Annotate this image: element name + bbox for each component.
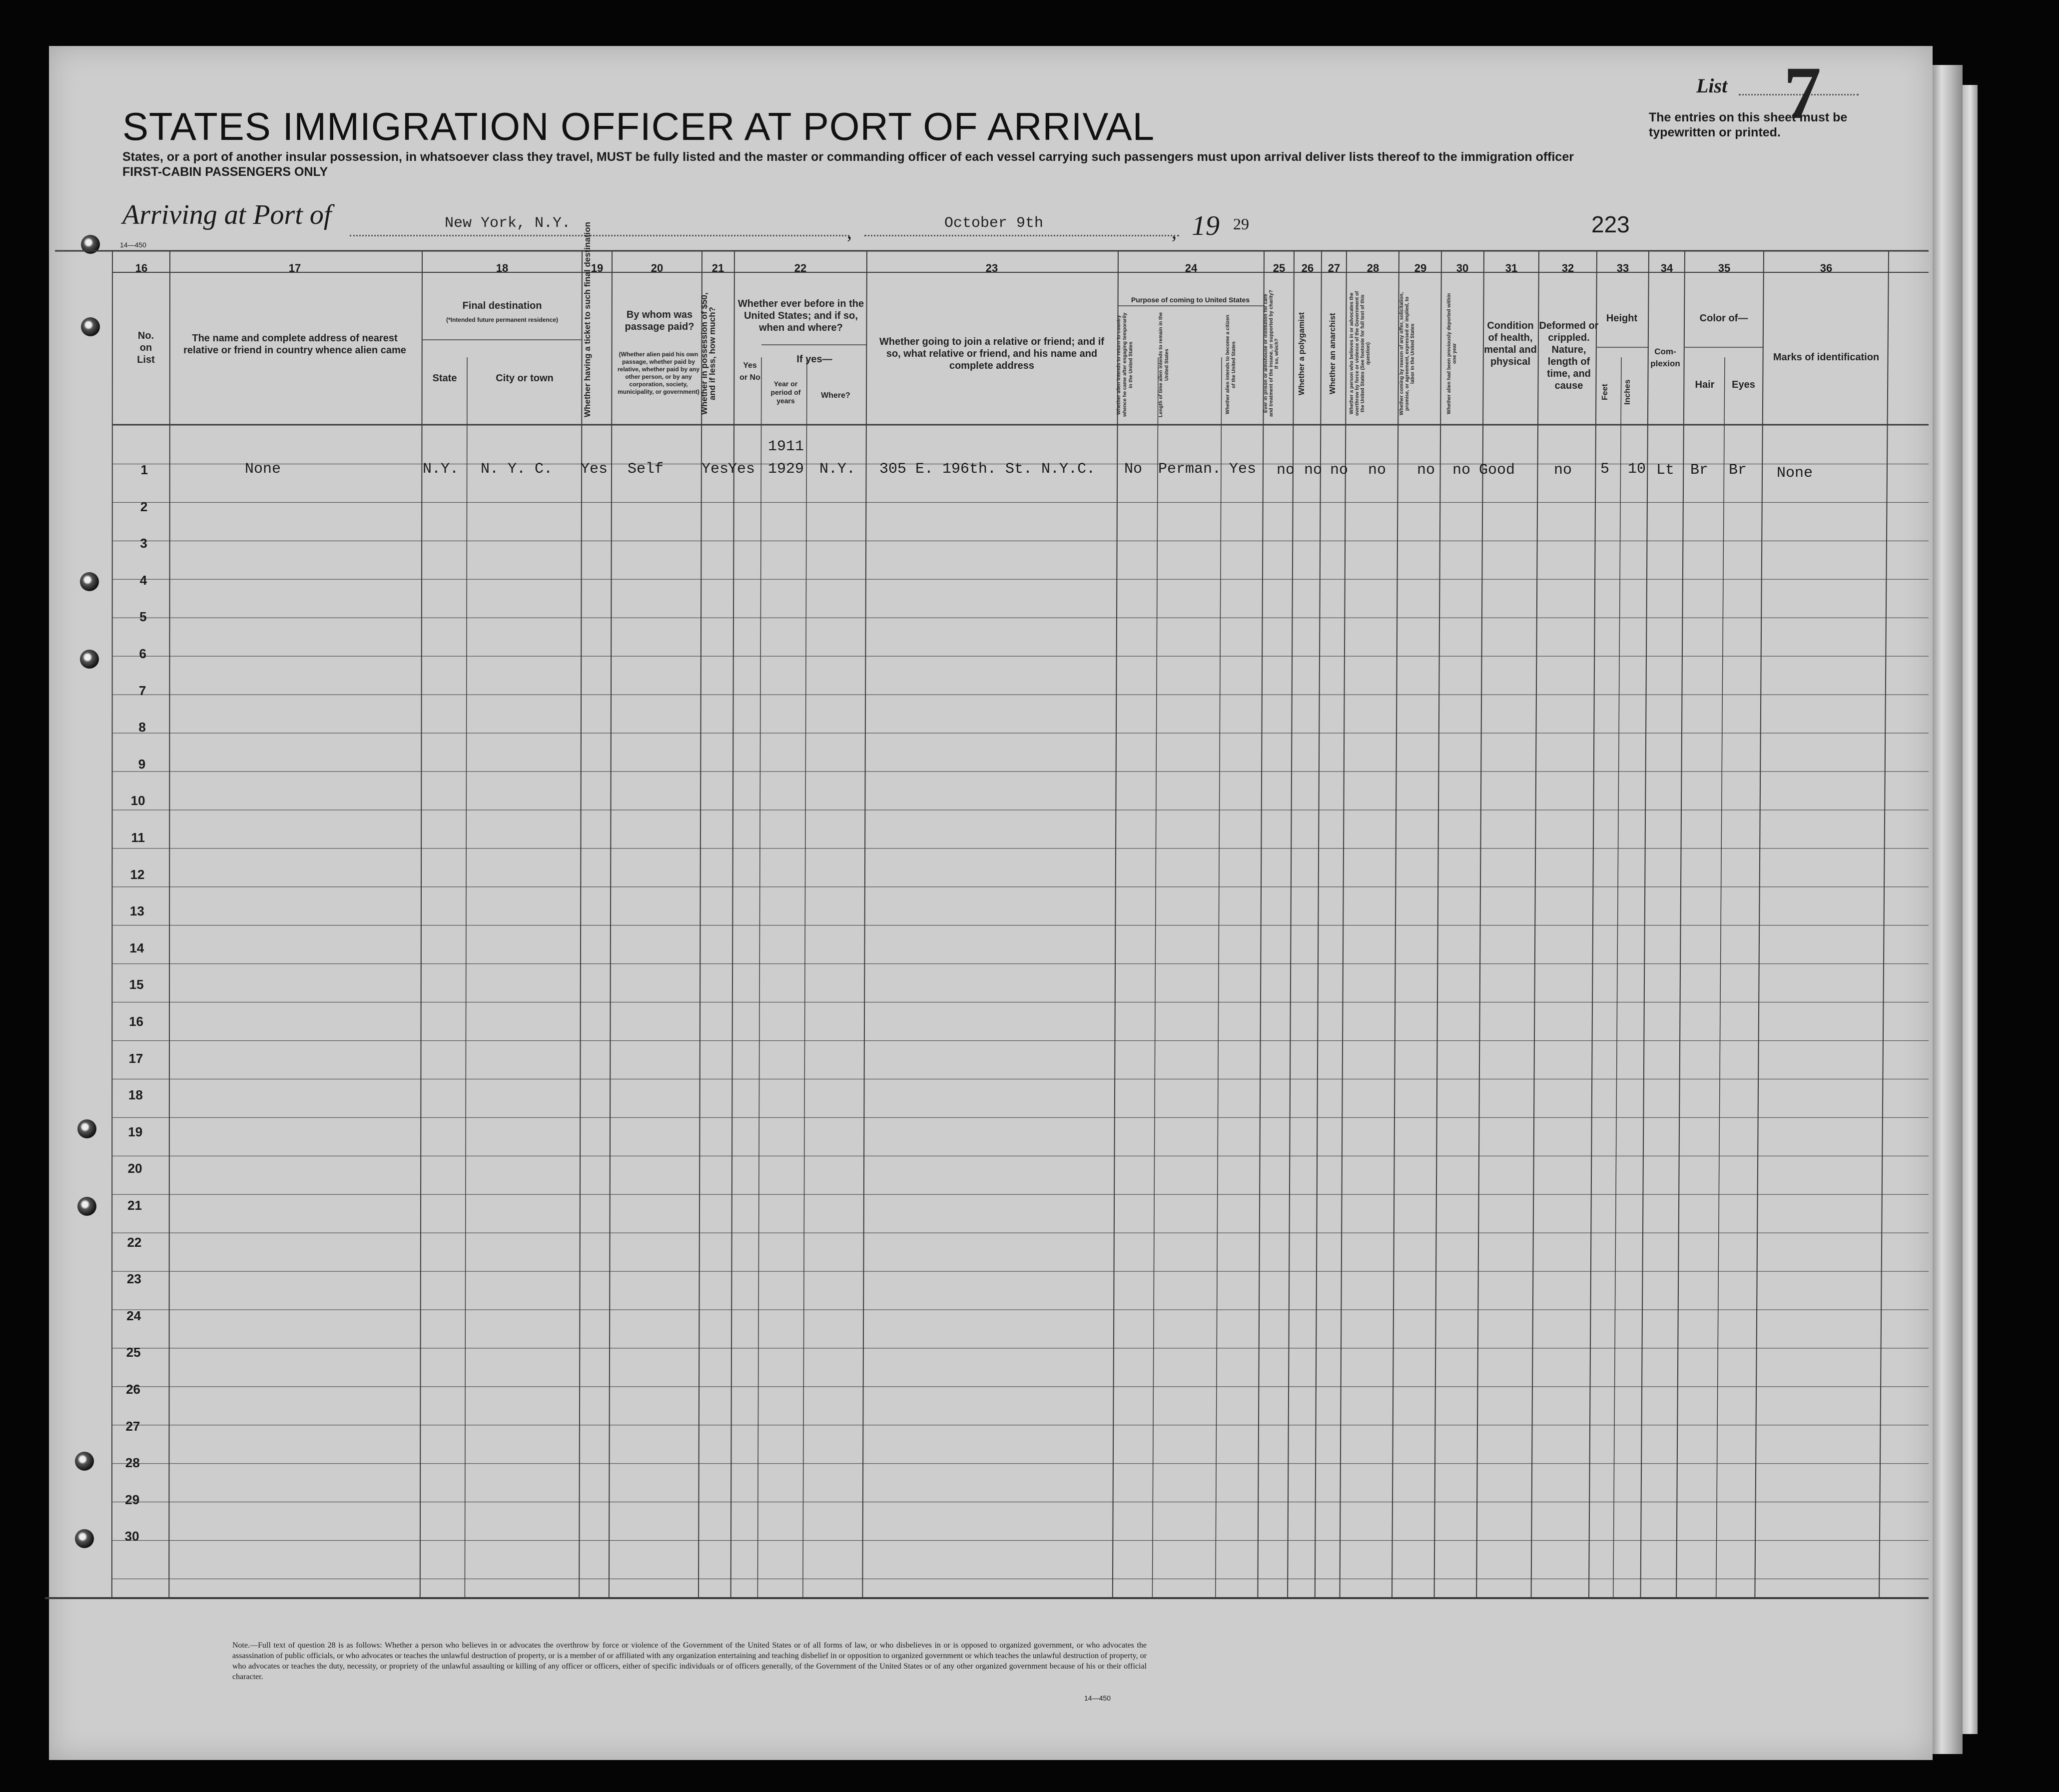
entry-nearest-relative: None bbox=[245, 461, 281, 478]
column-number: 33 bbox=[1616, 262, 1629, 274]
footnote-question-28: Note.—Full text of question 28 is as follows: Whether a person who believes in or advocates the overthrow by force or violence of the Government of the United States or of all forms of law, or who disbelieves in or is opposed to organized government, or who advocates the assassination of public officials, or who advocates or teaches the unlawful destruction of property, or is a member of or affiliated with any organization entertaining and teaching disbelief in or opposition to organized government or which teaches the unlawful destruction of property, or who advocates or teaches the duty, necessity, or propriety of the unlawful assaulting or killing of any officer or officers, either of specific individuals or of officers generally, of the Government of the United States or of any other organized government because of his or their official character. bbox=[232, 1641, 1147, 1681]
grid-line bbox=[1113, 251, 1118, 1598]
list-label: List bbox=[1696, 74, 1728, 97]
row-number: 10 bbox=[130, 793, 145, 809]
entry-polygamist: no bbox=[1304, 462, 1323, 479]
arriving-label: Arriving at Port of bbox=[122, 199, 332, 230]
grid-line bbox=[609, 251, 612, 1598]
hdr-complexion: Com-plexion bbox=[1650, 347, 1680, 368]
hdr-overthrow: Whether a person who believes in or advocates the overthrow by force or violence of the Government of the United States (See footnote for full text of this question) bbox=[1349, 291, 1371, 416]
row-number: 11 bbox=[131, 830, 145, 845]
column-number: 25 bbox=[1273, 262, 1286, 274]
hdr-no-on-list: No. on List bbox=[137, 330, 155, 365]
column-number: 16 bbox=[135, 262, 148, 274]
entry-before: Yes bbox=[728, 461, 755, 478]
row-number: 13 bbox=[129, 903, 144, 919]
form-number: 14—450 bbox=[120, 241, 146, 249]
grid-line bbox=[698, 251, 702, 1598]
hdr-final-destination-note: (*Intended future permanent residence) bbox=[446, 316, 559, 323]
hdr-hair: Hair bbox=[1695, 379, 1715, 390]
hdr-purpose-return: Whether alien intends to return to country whence he came after engaging temporarily in the United States bbox=[1116, 312, 1134, 417]
grid-line bbox=[1258, 251, 1264, 1598]
hdr-where: Where? bbox=[821, 391, 850, 400]
grid-line bbox=[465, 357, 467, 1598]
hdr-prison: Ever in prison or almshouse or institution for care and treatment of the insane, or supported by charity? If so, which? bbox=[1263, 290, 1280, 417]
column-number: 29 bbox=[1414, 262, 1427, 274]
hdr-health: Condition of health, mental and physical bbox=[1484, 320, 1537, 367]
hdr-possession: Whether in possession of $50, and if less, how much? bbox=[699, 292, 717, 415]
grid-line bbox=[862, 251, 867, 1598]
grid-line bbox=[1676, 251, 1685, 1598]
hdr-purpose-citizen: Whether alien intends to become a citizen of the United States bbox=[1225, 315, 1237, 415]
entry-years-to: 1929 bbox=[768, 461, 804, 478]
hdr-deformed: Deformed or crippled. Nature, length of time, and cause bbox=[1539, 320, 1599, 391]
entry-paid-by: Self bbox=[628, 461, 664, 478]
row-number: 16 bbox=[129, 1014, 143, 1029]
entry-hair: Br bbox=[1690, 462, 1709, 479]
hdr-join-relative: Whether going to join a relative or friend; and if so, what relative or friend, and his name and complete address bbox=[879, 336, 1105, 371]
comma: , bbox=[847, 220, 852, 243]
column-number: 30 bbox=[1456, 262, 1469, 274]
grid-line bbox=[757, 357, 761, 1598]
row-number: 7 bbox=[138, 683, 146, 698]
column-number: 36 bbox=[1820, 262, 1833, 274]
column-number: 27 bbox=[1328, 262, 1341, 274]
grid-line bbox=[731, 251, 734, 1598]
hdr-ticket: Whether having a ticket to such final destination bbox=[583, 221, 592, 417]
hdr-height: Height bbox=[1606, 313, 1638, 324]
entry-ticket: Yes bbox=[581, 461, 608, 478]
entry-eyes: Br bbox=[1729, 462, 1747, 479]
row-number: 1 bbox=[140, 462, 148, 477]
cabin-class: FIRST-CABIN PASSENGERS ONLY bbox=[122, 165, 328, 179]
row-number: 12 bbox=[130, 867, 145, 882]
hdr-ever-before: Whether ever before in the United States; and if so, when and where? bbox=[737, 298, 864, 333]
hdr-state: State bbox=[432, 373, 457, 384]
grid-line bbox=[420, 251, 422, 1598]
hdr-eyes: Eyes bbox=[1732, 379, 1755, 390]
row-number: 14 bbox=[129, 940, 144, 955]
year-prefix: 19 bbox=[1192, 210, 1220, 241]
row-number: 4 bbox=[139, 572, 147, 588]
hdr-labor-offer: Whether coming by reason of any offer, solicitation, promise, or agreement, expressed or implied, to labor in the United States bbox=[1399, 292, 1415, 415]
row-number: 17 bbox=[128, 1050, 143, 1066]
column-number: 19 bbox=[591, 262, 604, 274]
entry-marks: None bbox=[1777, 465, 1813, 482]
entry-city: N. Y. C. bbox=[481, 461, 553, 478]
page-title: STATES IMMIGRATION OFFICER AT PORT OF ARRIVAL bbox=[122, 104, 1155, 148]
grid-line bbox=[1716, 357, 1725, 1598]
row-number: 22 bbox=[127, 1234, 142, 1250]
column-number: 23 bbox=[985, 262, 998, 274]
grid-line bbox=[1589, 251, 1597, 1598]
hdr-polygamist: Whether a polygamist bbox=[1298, 312, 1306, 395]
hdr-final-destination: Final destination bbox=[462, 300, 542, 311]
hdr-purpose: Purpose of coming to United States bbox=[1131, 296, 1250, 304]
entry-purpose-return: No bbox=[1124, 461, 1143, 478]
list-number: 7 bbox=[1784, 51, 1821, 134]
column-number: 28 bbox=[1367, 262, 1379, 274]
row-number: 9 bbox=[138, 756, 146, 772]
column-number: 20 bbox=[651, 262, 664, 274]
row-number: 5 bbox=[139, 609, 147, 625]
hdr-inches: Inches bbox=[1623, 379, 1632, 405]
row-number: 24 bbox=[126, 1308, 141, 1323]
column-number: 17 bbox=[288, 262, 301, 274]
row-number: 8 bbox=[138, 720, 146, 735]
hdr-deported: Whether alien had been previously deported within one year bbox=[1446, 293, 1457, 414]
row-number: 28 bbox=[125, 1455, 140, 1471]
grid-line bbox=[579, 251, 582, 1598]
column-number: 32 bbox=[1561, 262, 1574, 274]
comma: , bbox=[1172, 220, 1177, 243]
grid-line bbox=[1476, 251, 1484, 1598]
hdr-feet: Feet bbox=[1601, 384, 1609, 401]
entry-deported: no bbox=[1452, 462, 1471, 479]
hdr-by-whom: By whom was passage paid? bbox=[625, 309, 694, 332]
grid-line bbox=[1879, 251, 1889, 1598]
grid-line bbox=[1531, 251, 1539, 1598]
entry-health: Good bbox=[1479, 462, 1515, 479]
row-number: 18 bbox=[128, 1087, 143, 1103]
footnote-form-number: 14—450 bbox=[1084, 1694, 1111, 1702]
entry-complexion: Lt bbox=[1656, 462, 1675, 479]
grid-line bbox=[1434, 251, 1441, 1598]
hdr-year-period: Year or period of years bbox=[770, 380, 801, 405]
page-subtitle: States, or a port of another insular possession, in whatsoever class they travel, MUST be fully listed and the master or commanding officer of each vessel carrying such passengers must upon arrival deliver lists thereof to the immigration officer bbox=[122, 150, 1574, 164]
row-number: 21 bbox=[127, 1198, 142, 1213]
grid-line bbox=[1755, 251, 1764, 1598]
grid-line bbox=[803, 357, 807, 1598]
entry-anarchist: no bbox=[1330, 462, 1349, 479]
entry-state: N.Y. bbox=[423, 461, 459, 478]
entry-labor: no bbox=[1417, 462, 1435, 479]
row-number: 30 bbox=[124, 1529, 139, 1544]
row-number: 15 bbox=[129, 977, 144, 992]
row-number: 6 bbox=[139, 646, 146, 661]
grid-line bbox=[1288, 251, 1294, 1598]
column-number: 18 bbox=[496, 262, 509, 274]
hdr-marks: Marks of identification bbox=[1773, 352, 1880, 363]
row-number: 3 bbox=[140, 536, 147, 551]
column-number: 22 bbox=[794, 262, 807, 274]
row-number: 25 bbox=[126, 1345, 141, 1360]
row-number: 23 bbox=[126, 1271, 141, 1287]
hdr-color-of: Color of— bbox=[1699, 313, 1748, 324]
row-number: 20 bbox=[127, 1161, 142, 1176]
column-number: 35 bbox=[1718, 262, 1731, 274]
column-number: 21 bbox=[711, 262, 724, 274]
column-number: 31 bbox=[1505, 262, 1518, 274]
entry-where: N.Y. bbox=[819, 461, 856, 478]
row-number: 27 bbox=[125, 1418, 140, 1434]
grid-line bbox=[1641, 251, 1649, 1598]
entry-prison: no bbox=[1277, 462, 1295, 479]
entry-deformed: no bbox=[1554, 462, 1572, 479]
grid-line bbox=[169, 251, 170, 1598]
entry-feet: 5 bbox=[1600, 461, 1610, 478]
hdr-city: City or town bbox=[496, 373, 554, 384]
grid-line bbox=[1392, 251, 1399, 1598]
entry-overthrow: no bbox=[1368, 462, 1386, 479]
hdr-nearest-relative: The name and complete address of nearest relative or friend in country whence alien came bbox=[183, 333, 406, 356]
column-number: 24 bbox=[1185, 262, 1198, 274]
port-value: New York, N.Y. bbox=[445, 215, 571, 232]
grid-line bbox=[1216, 357, 1222, 1598]
entry-citizen: Yes bbox=[1229, 461, 1257, 478]
row-number: 26 bbox=[126, 1382, 140, 1397]
row-number: 2 bbox=[140, 499, 148, 514]
grid-line bbox=[1613, 357, 1621, 1598]
hdr-anarchist: Whether an anarchist bbox=[1329, 313, 1337, 394]
entry-possession: Yes bbox=[701, 461, 729, 478]
grid-line bbox=[1340, 251, 1347, 1598]
entry-purpose-length: Perman. bbox=[1158, 461, 1222, 478]
hdr-yes-no: Yes or No bbox=[739, 361, 760, 382]
row-number: 29 bbox=[125, 1492, 140, 1507]
column-number: 34 bbox=[1660, 262, 1673, 274]
hdr-purpose-length: Length of time alien intends to remain in the United States bbox=[1158, 312, 1170, 417]
entry-years-from: 1911 bbox=[768, 438, 804, 455]
hdr-by-whom-note: (Whether alien paid his own passage, whether paid by relative, whether paid by any other person, or by any corporation, society, municipality, or government) bbox=[617, 351, 700, 395]
year-suffix: 29 bbox=[1233, 215, 1249, 233]
serial-number: 223 bbox=[1591, 211, 1630, 237]
entry-join: 305 E. 196th. St. N.Y.C. bbox=[879, 461, 1096, 478]
hdr-if-yes: If yes— bbox=[796, 354, 832, 365]
row-number: 19 bbox=[128, 1124, 143, 1139]
column-number: 26 bbox=[1301, 262, 1314, 274]
entry-inches: 10 bbox=[1628, 461, 1646, 478]
typewritten-instruction: The entries on this sheet must be typewritten or printed. bbox=[1649, 110, 1848, 139]
date-value: October 9th bbox=[944, 215, 1044, 232]
grid-line bbox=[1315, 251, 1322, 1598]
grid-line bbox=[1152, 357, 1158, 1598]
